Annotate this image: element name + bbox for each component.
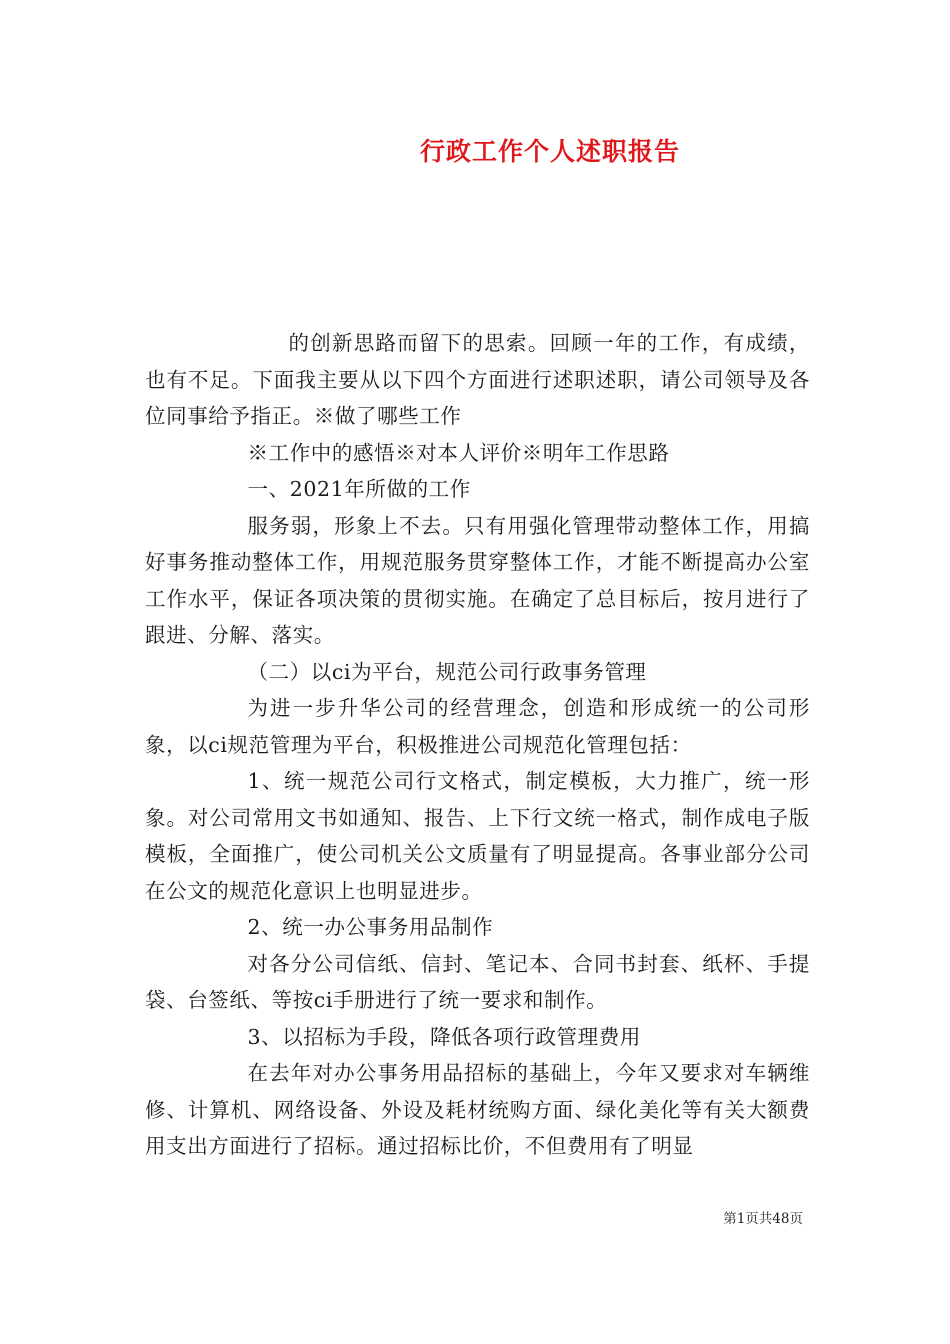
section-heading: 一、2021年所做的工作 xyxy=(247,477,471,501)
page-number: 第1页共48页 xyxy=(723,1211,803,1227)
document-body xyxy=(145,325,810,1165)
section-heading: （二）以ci为平台，规范公司行政事务管理 xyxy=(247,659,647,684)
paragraph: 1、统一规范公司行文格式，制定模板，大力推广，统一形象。对公司常用文书如通知、报告、上下行文统一格式，制作成电子版模板，全面推广，使公司机关公文质量有了明显提高。各事业部分公司在公文的规范化意识上也明显进步。 xyxy=(145,769,810,903)
paragraph: 对各分公司信纸、信封、笔记本、合同书封套、纸杯、手提袋、台签纸、等按ci手册进行了统一要求和制作。 xyxy=(145,951,810,1012)
paragraph: 的创新思路而留下的思索。回顾一年的工作，有成绩，也有不足。下面我主要从以下四个方面进行述职述职，请公司领导及各位同事给予指正。※做了哪些工作 xyxy=(145,331,810,428)
paragraph: 服务弱，形象上不去。只有用强化管理带动整体工作，用搞好事务推动整体工作，用规范服务贯穿整体工作，才能不断提高办公室工作水平，保证各项决策的贯彻实施。在确定了总目标后，按月进行了跟进、分解、落实。 xyxy=(145,513,810,647)
paragraph: ※工作中的感悟※对本人评价※明年工作思路 xyxy=(247,440,670,465)
paragraph: 在去年对办公事务用品招标的基础上，今年又要求对车辆维修、计算机、网络设备、外设及耗材统购方面、绿化美化等有关大额费用支出方面进行了招标。通过招标比价，不但费用有了明显 xyxy=(145,1061,810,1158)
paragraph: 为进一步升华公司的经营理念，创造和形成统一的公司形象，以ci规范管理为平台，积极推进公司规范化管理包括： xyxy=(145,696,810,757)
document-title: 行政工作个人述职报告 xyxy=(419,137,680,166)
section-heading: 3、以招标为手段，降低各项行政管理费用 xyxy=(247,1024,641,1049)
section-heading: 2、统一办公事务用品制作 xyxy=(247,915,494,939)
